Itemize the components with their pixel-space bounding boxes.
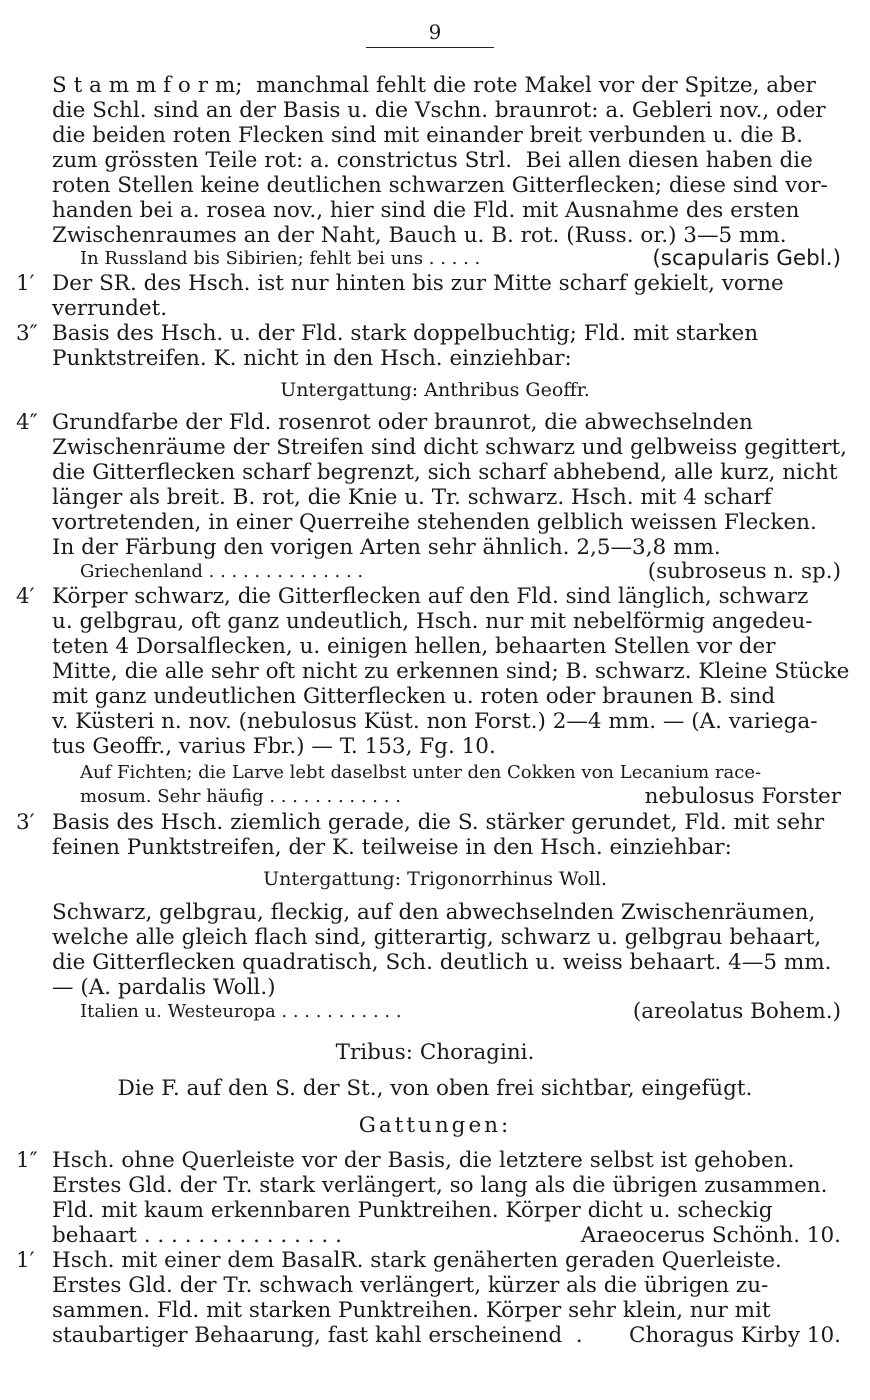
text-line: verrundet. (52, 296, 168, 321)
text-line: Erstes Gld. der Tr. schwach verlängert, kürzer als die übrigen zu- (52, 1273, 769, 1298)
text-line: die Schl. sind an der Basis u. die Vschn. braunrot: a. Gebleri nov., oder (52, 98, 826, 123)
text-line: Zwischenräume der Streifen sind dicht schwarz und gelbweiss gegittert, (52, 435, 847, 460)
text-line: — (A. pardalis Woll.) (52, 975, 276, 1000)
text-line: zum grössten Teile rot: a. constrictus Strl. Bei allen diesen haben die (52, 148, 813, 173)
text-line: Punktstreifen. K. nicht in den Hsch. einziehbar: (52, 346, 572, 371)
text-line: u. gelbgrau, oft ganz undeutlich, Hsch. nur mit nebelförmig angedeu- (52, 609, 813, 634)
couplet-mark: 4′ (16, 584, 35, 609)
text-line: vortretenden, in einer Querreihe stehenden gelblich weissen Flecken. (52, 510, 817, 535)
text-line: tus Geoffr., varius Fbr.) — T. 153, Fg. 10. (52, 734, 496, 759)
locality-line: Italien u. Westeuropa . . . . . . . . . . . (80, 1001, 402, 1022)
header-rule (366, 47, 494, 48)
tribus-description: Die F. auf den S. der St., von oben frei sichtbar, eingefügt. (117, 1076, 753, 1101)
text-line: In der Färbung den vorigen Arten sehr ähnlich. 2,5—3,8 mm. (52, 535, 721, 560)
text-line: roten Stellen keine deutlichen schwarzen Gitterflecken; diese sind vor- (52, 173, 828, 198)
text-line: feinen Punktstreifen, der K. teilweise in den Hsch. einziehbar: (52, 835, 732, 860)
text-line: die beiden roten Flecken sind mit einander breit verbunden u. die B. (52, 123, 804, 148)
text-line: welche alle gleich flach sind, gitterartig, schwarz u. gelbgrau behaart, (52, 925, 822, 950)
species-name: (subroseus n. sp.) (647, 559, 841, 584)
species-name: (scapularis Gebl.) (652, 246, 841, 271)
couplet-mark: 1″ (16, 1148, 38, 1173)
text-line: die Gitterflecken quadratisch, Sch. deutlich u. weiss behaart. 4—5 mm. (52, 950, 832, 975)
genera-heading: Gattungen: (358, 1113, 512, 1138)
text-line: Basis des Hsch. u. der Fld. stark doppelbuchtig; Fld. mit starken (52, 321, 759, 346)
couplet-mark: 1′ (16, 1248, 35, 1273)
text-line: Der SR. des Hsch. ist nur hinten bis zur Mitte scharf gekielt, vorne (52, 271, 784, 296)
text-line: Hsch. mit einer dem BasalR. stark genäherten geraden Querleiste. (52, 1248, 782, 1273)
text-line: Grundfarbe der Fld. rosenrot oder braunrot, die abwechselnden (52, 410, 753, 435)
text-line: Erstes Gld. der Tr. stark verlängert, so lang als die übrigen zusammen. (52, 1173, 828, 1198)
couplet-mark: 4″ (16, 410, 38, 435)
species-name: nebulosus Forster (644, 784, 841, 809)
text-line: die Gitterflecken scharf begrenzt, sich scharf abhebend, alle kurz, nicht (52, 460, 838, 485)
text-line: länger als breit. B. rot, die Knie u. Tr. schwarz. Hsch. mit 4 scharf (52, 485, 772, 510)
text-line: staubartiger Behaarung, fast kahl erscheinend . (52, 1323, 583, 1348)
species-name: (areolatus Bohem.) (632, 999, 841, 1024)
text-line: sammen. Fld. mit starken Punktreihen. Körper sehr klein, nur mit (52, 1298, 771, 1323)
tribus-heading: Tribus: Choragini. (335, 1040, 535, 1065)
text-line: Basis des Hsch. ziemlich gerade, die S. stärker gerundet, Fld. mit sehr (52, 810, 825, 835)
text-line: handen bei a. rosea nov., hier sind die Fld. mit Ausnahme des ersten (52, 198, 800, 223)
note-line: mosum. Sehr häufig . . . . . . . . . . . . (80, 786, 401, 807)
text-line: teten 4 Dorsalflecken, u. einigen hellen, behaarten Stellen vor der (52, 634, 776, 659)
text-line: behaart . . . . . . . . . . . . . . . (52, 1223, 342, 1248)
text-line: v. Küsteri n. nov. (nebulosus Küst. non Forst.) 2—4 mm. — (A. variega- (52, 709, 818, 734)
locality-line: In Russland bis Sibirien; fehlt bei uns . . . . . (80, 248, 481, 269)
couplet-mark: 3″ (16, 321, 38, 346)
text-line: Hsch. ohne Querleiste vor der Basis, die letztere selbst ist gehoben. (52, 1148, 795, 1173)
note-line: Auf Fichten; die Larve lebt daselbst unter den Cokken von Lecanium race- (80, 762, 762, 783)
text-line: Zwischenraumes an der Naht, Bauch u. B. rot. (Russ. or.) 3—5 mm. (52, 223, 787, 248)
text-line: Mitte, die alle sehr oft nicht zu erkennen sind; B. schwarz. Kleine Stücke (52, 659, 850, 684)
text-line: mit ganz undeutlichen Gitterflecken u. roten oder braunen B. sind (52, 684, 776, 709)
genus-name: Araeocerus Schönh. 10. (580, 1223, 841, 1248)
couplet-mark: 3′ (16, 810, 35, 835)
genus-name: Choragus Kirby 10. (629, 1323, 841, 1348)
subgenus-heading: Untergattung: Anthribus Geoffr. (280, 379, 590, 401)
text-line: Fld. mit kaum erkennbaren Punktreihen. Körper dicht u. scheckig (52, 1198, 773, 1223)
subgenus-heading: Untergattung: Trigonorrhinus Woll. (263, 868, 607, 890)
page-number: 9 (428, 20, 442, 44)
text-line: Schwarz, gelbgrau, fleckig, auf den abwechselnden Zwischenräumen, (52, 900, 816, 925)
locality-line: Griechenland . . . . . . . . . . . . . . (80, 561, 364, 582)
couplet-mark: 1′ (16, 271, 35, 296)
text-line: Körper schwarz, die Gitterflecken auf den Fld. sind länglich, schwarz (52, 584, 809, 609)
text-line: S t a m m f o r m; manchmal fehlt die rote Makel vor der Spitze, aber (52, 73, 816, 98)
